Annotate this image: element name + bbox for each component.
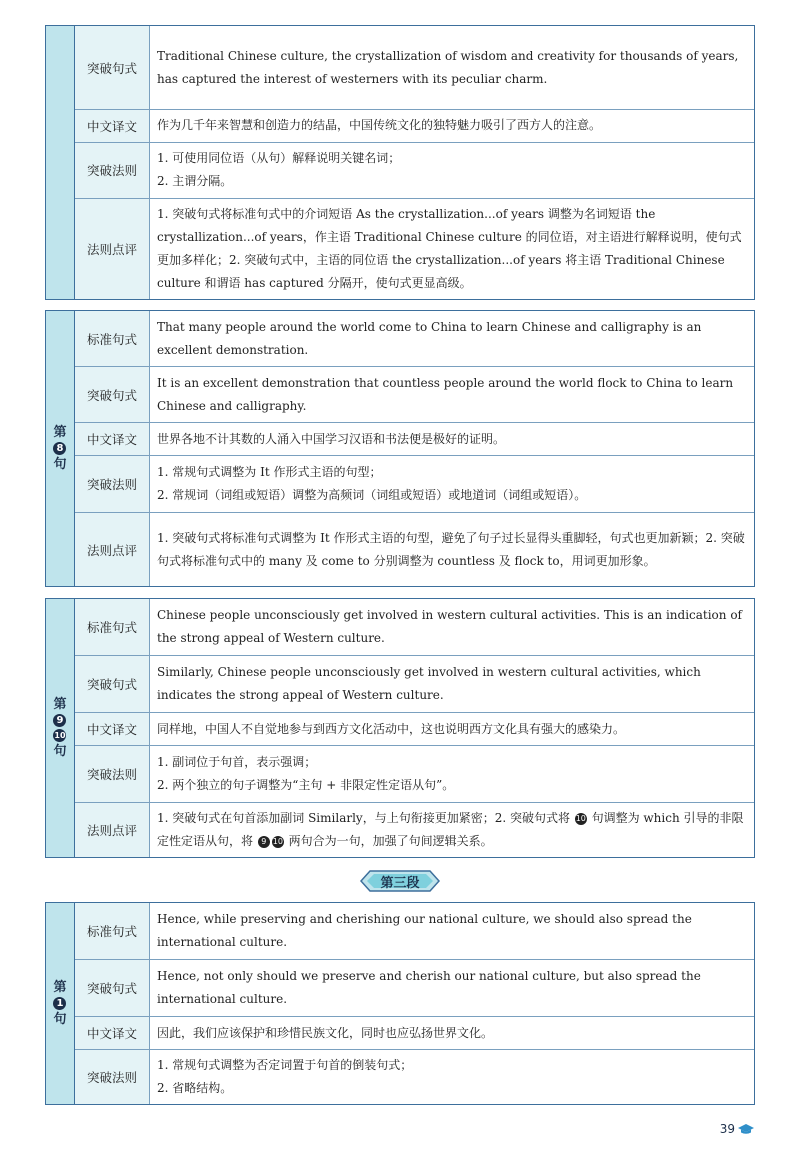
sentence-block-1	[45, 902, 755, 1105]
sentence-block-9-10	[45, 598, 755, 858]
row-content	[150, 26, 754, 109]
content-line: 2. 主谓分隔。	[157, 174, 233, 189]
row-label: 突破法则	[75, 746, 150, 802]
side-char: 句	[53, 744, 67, 759]
table-row	[75, 311, 754, 366]
row-label: 中文译文	[75, 110, 150, 142]
content-line: 2. 省略结构。	[157, 1081, 233, 1095]
row-label: 突破句式	[75, 26, 150, 109]
row-content	[150, 311, 754, 366]
circled-number: 1	[53, 997, 66, 1010]
row-content	[150, 513, 754, 586]
table-row	[75, 1016, 754, 1049]
row-label: 标准句式	[75, 311, 150, 366]
side-tab	[46, 903, 75, 1104]
row-label: 法则点评	[75, 199, 150, 299]
circled-number: 10	[54, 731, 66, 740]
table-row	[75, 422, 754, 455]
table-row	[75, 959, 754, 1016]
row-content	[150, 803, 754, 857]
row-content	[150, 199, 754, 299]
row-label: 突破法则	[75, 143, 150, 198]
table-row	[75, 655, 754, 712]
table-row	[75, 802, 754, 857]
side-tab	[46, 311, 75, 586]
circled-number: 10	[272, 837, 283, 846]
content-line: 因此，我们应该保护和珍惜民族文化，同时也应弘扬世界文化。	[157, 1025, 494, 1040]
content-line: 世界各地不计其数的人涌入中国学习汉语和书法便是极好的证明。	[157, 431, 506, 446]
section-title	[360, 870, 440, 892]
side-tab	[46, 26, 75, 299]
sentence-number-label	[53, 979, 66, 1028]
content-line: 1. 突破句式将标准句式中的介词短语 As the crystallization...of years 调整为名词短语 the crystallization...of years，作主语 Traditional Chinese culture 的同位语，对主语进行解释说明，使句式更加多样化；2. 突破句式中，主语的同位语 the crystallization...of years 将主语 Traditional Chinese culture 和谓语 has captured 分隔开，使句式更显高级。	[157, 206, 742, 290]
row-label: 标准句式	[75, 903, 150, 959]
side-char: 第	[53, 425, 67, 440]
section-title-text: 第三段	[380, 875, 420, 891]
rows	[75, 599, 754, 857]
sentence-block-8	[45, 310, 755, 587]
row-label: 中文译文	[75, 713, 150, 745]
content-line: It is an excellent demonstration that countless people around the world flock to China to learn Chinese and calligraphy.	[157, 375, 734, 413]
table-row	[75, 512, 754, 586]
row-content	[150, 110, 754, 142]
row-label: 法则点评	[75, 513, 150, 586]
table-row	[75, 142, 754, 198]
graduation-cap-icon	[737, 1123, 755, 1135]
table-row	[75, 712, 754, 745]
circled-number: 10	[575, 814, 586, 823]
row-content	[150, 143, 754, 198]
row-label: 突破句式	[75, 367, 150, 422]
content-line: 1. 常规句式调整为否定词置于句首的倒装句式；	[157, 1058, 413, 1072]
content-line: 1. 突破句式将标准句式调整为 It 作形式主语的句型，避免了句子过长显得头重脚轻，句式也更加新颖；2. 突破句式将标准句式中的 many 及 come to 分别调整为 countless 及 flock to，用词更加形象。	[157, 530, 745, 568]
table-row	[75, 1049, 754, 1104]
page-number-text: 39	[719, 1122, 735, 1136]
circled-number: 8	[53, 442, 66, 455]
content-line: 作为几千年来智慧和创造力的结晶，中国传统文化的独特魅力吸引了西方人的注意。	[157, 118, 602, 133]
circled-number: 9	[53, 714, 66, 727]
row-label: 中文译文	[75, 423, 150, 455]
content-line: That many people around the world come to China to learn Chinese and calligraphy is an excellent demonstration.	[157, 319, 702, 357]
text-segment: 句调整为 which 引导的非限定性定语从句，将	[157, 811, 744, 848]
content-line: Hence, while preserving and cherishing our national culture, we should also spread the international culture.	[157, 912, 692, 949]
row-content	[150, 746, 754, 802]
row-content	[150, 960, 754, 1016]
row-content	[150, 903, 754, 959]
row-label: 突破句式	[75, 960, 150, 1016]
table-row	[75, 599, 754, 655]
circled-number: 9	[258, 836, 270, 848]
row-content	[150, 713, 754, 745]
content-line: 1. 常规句式调整为 It 作形式主语的句型；	[157, 465, 382, 479]
row-content	[150, 456, 754, 512]
row-content	[150, 423, 754, 455]
content-line: 2. 常规词（词组或短语）调整为高频词（词组或短语）或地道词（词组或短语）。	[157, 488, 587, 502]
rows	[75, 903, 754, 1104]
rows	[75, 311, 754, 586]
table-row	[75, 109, 754, 142]
rows	[75, 26, 754, 299]
row-label: 中文译文	[75, 1017, 150, 1049]
table-row	[75, 198, 754, 299]
content-line: Traditional Chinese culture, the crystallization of wisdom and creativity for thousands of years, has captured the interest of westerners with its peculiar charm.	[157, 48, 739, 86]
row-label: 突破法则	[75, 456, 150, 512]
content-line: 同样地，中国人不自觉地参与到西方文化活动中，这也说明西方文化具有强大的感染力。	[157, 721, 626, 736]
sentence-number-label	[53, 424, 66, 473]
table-row	[75, 366, 754, 422]
content-line: 2. 两个独立的句子调整为“主句 + 非限定性定语从句”。	[157, 778, 455, 792]
sentence-number-label	[53, 696, 66, 760]
page-number	[720, 1122, 755, 1136]
row-label: 法则点评	[75, 803, 150, 857]
content-line: 1. 可使用同位语（从句）解释说明关键名词；	[157, 151, 401, 166]
content-line	[157, 807, 747, 853]
content-line: Hence, not only should we preserve and cherish our national culture, but also spread the international culture.	[157, 969, 701, 1006]
content-line: 1. 副词位于句首，表示强调；	[157, 755, 317, 769]
row-content	[150, 599, 754, 655]
text-segment: 两句合为一句，加强了句间逻辑关系。	[284, 834, 493, 848]
content-line: Similarly, Chinese people unconsciously get involved in western cultural activities, which indicates the strong appeal of Western culture.	[157, 665, 701, 702]
table-row	[75, 455, 754, 512]
side-char: 句	[53, 457, 67, 472]
row-content	[150, 1017, 754, 1049]
row-label: 突破句式	[75, 656, 150, 712]
content-line: Chinese people unconsciously get involved in western cultural activities. This is an indication of the strong appeal of Western culture.	[157, 608, 742, 645]
text-segment: 1. 突破句式在句首添加副词 Similarly，与上句衔接更加紧密；2. 突破句式将	[157, 811, 574, 825]
table-row	[75, 745, 754, 802]
table-row	[75, 26, 754, 109]
row-label: 突破法则	[75, 1050, 150, 1104]
row-content	[150, 367, 754, 422]
row-content	[150, 656, 754, 712]
side-char: 句	[53, 1012, 67, 1027]
table-row	[75, 903, 754, 959]
side-tab	[46, 599, 75, 857]
row-label: 标准句式	[75, 599, 150, 655]
row-content	[150, 1050, 754, 1104]
side-char: 第	[53, 980, 67, 995]
sentence-block-7	[45, 25, 755, 300]
side-char: 第	[53, 697, 67, 712]
